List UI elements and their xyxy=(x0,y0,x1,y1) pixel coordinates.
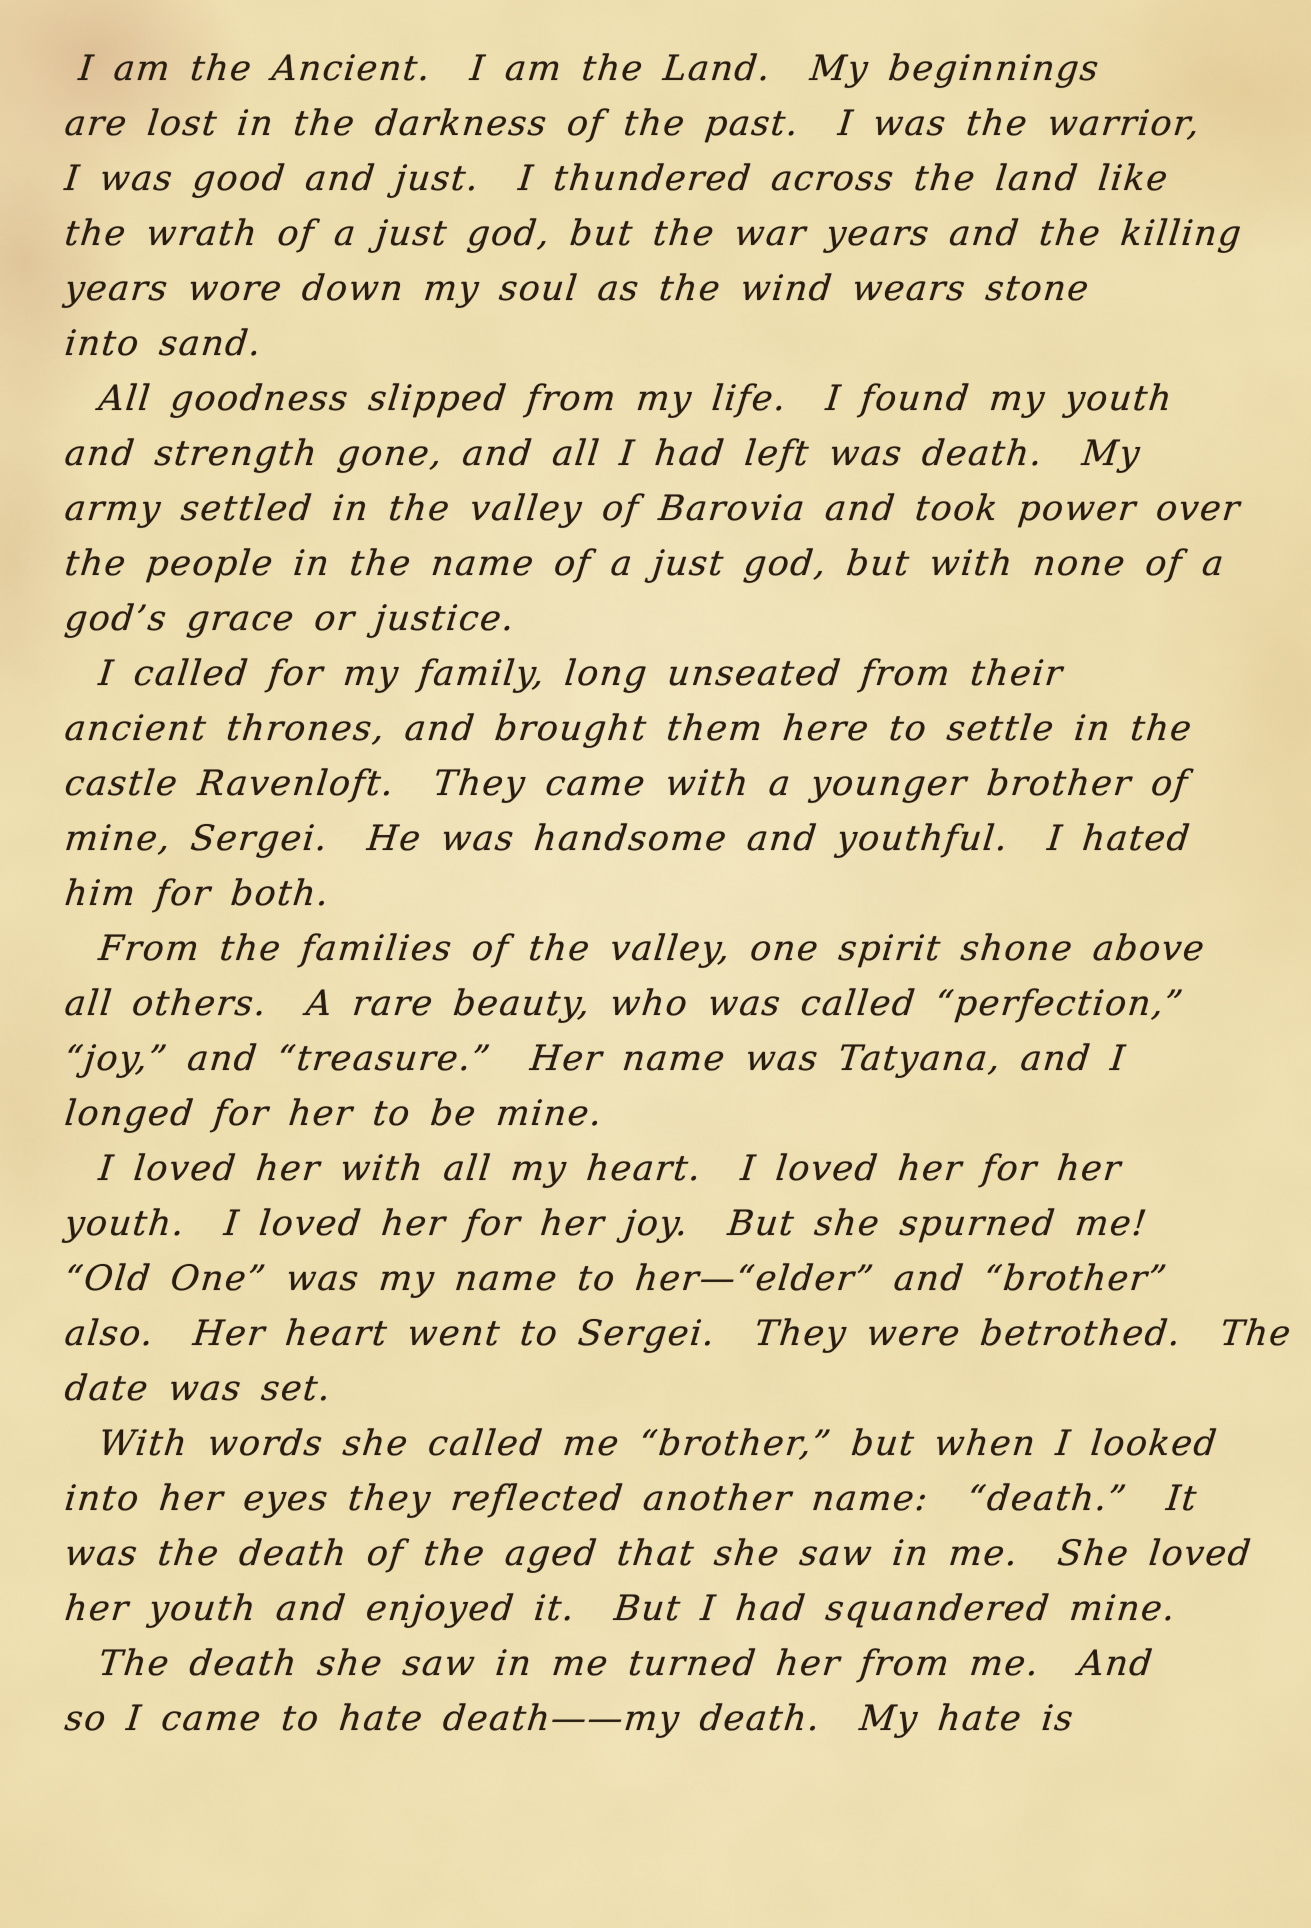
letter-paragraph xyxy=(62,1417,1272,1637)
letter-line: ancient thrones, and brought them here to settle in the xyxy=(62,709,1195,749)
letter-line: into her eyes they reflected another name: “death.” It xyxy=(62,1479,1200,1519)
letter-line: I loved her with all my heart. I loved her for her xyxy=(96,1149,1124,1189)
letter-line: are lost in the darkness of the past. I was the warrior, xyxy=(62,104,1203,144)
letter-line: youth. I loved her for her joy. But she spurned me! xyxy=(62,1204,1150,1244)
letter-line: all others. A rare beauty, who was called “perfection,” xyxy=(62,984,1187,1024)
letter-line: longed for her to be mine. xyxy=(62,1094,605,1134)
letter-line: him for both. xyxy=(62,874,332,914)
letter-line: her youth and enjoyed it. But I had squandered mine. xyxy=(62,1589,1179,1629)
letter-line: castle Ravenloft. They came with a younger brother of xyxy=(62,764,1191,804)
letter-line: also. Her heart went to Sergei. They were betrothed. The xyxy=(62,1314,1294,1354)
letter-line: mine, Sergei. He was handsome and youthful. I hated xyxy=(62,819,1193,859)
letter-line: I called for my family, long unseated from their xyxy=(96,654,1066,694)
letter-line: the people in the name of a just god, but with none of a xyxy=(62,544,1227,584)
letter-line: into sand. xyxy=(62,324,264,364)
letter-line: With words she called me “brother,” but when I looked xyxy=(96,1424,1220,1464)
letter-line: was the death of the aged that she saw in me. She loved xyxy=(62,1534,1254,1574)
letter-paragraph xyxy=(62,1142,1294,1417)
letter-line: god’s grace or justice. xyxy=(62,599,518,639)
letter-line: “Old One” was my name to her—“elder” and “brother” xyxy=(62,1259,1170,1299)
letter-line: years wore down my soul as the wind wears stone xyxy=(62,269,1092,309)
letter-line: I am the Ancient. I am the Land. My beginnings xyxy=(76,49,1102,89)
letter-line: The death she saw in me turned her from me. And xyxy=(96,1644,1156,1684)
letter-line: From the families of the valley, one spirit shone above xyxy=(96,929,1208,969)
letter-line: the wrath of a just god, but the war years and the killing xyxy=(62,214,1245,254)
letter-line: All goodness slipped from my life. I found my youth xyxy=(96,379,1175,419)
letter-paragraph xyxy=(62,922,1272,1142)
letter-line: “joy,” and “treasure.” Her name was Tatyana, and I xyxy=(62,1039,1129,1079)
letter-paragraph xyxy=(62,647,1272,922)
letter-line: I was good and just. I thundered across the land like xyxy=(62,159,1171,199)
letter-line: date was set. xyxy=(62,1369,334,1409)
letter-body xyxy=(62,42,1294,1747)
letter-line: and strength gone, and all I had left was death. My xyxy=(62,434,1143,474)
letter-paragraph xyxy=(62,1637,1272,1747)
letter-line: so I came to hate death——my death. My hate is xyxy=(62,1699,1077,1739)
letter-paragraph xyxy=(62,372,1272,647)
letter-paragraph xyxy=(62,42,1272,372)
letter-line: army settled in the valley of Barovia and took power over xyxy=(62,489,1243,529)
